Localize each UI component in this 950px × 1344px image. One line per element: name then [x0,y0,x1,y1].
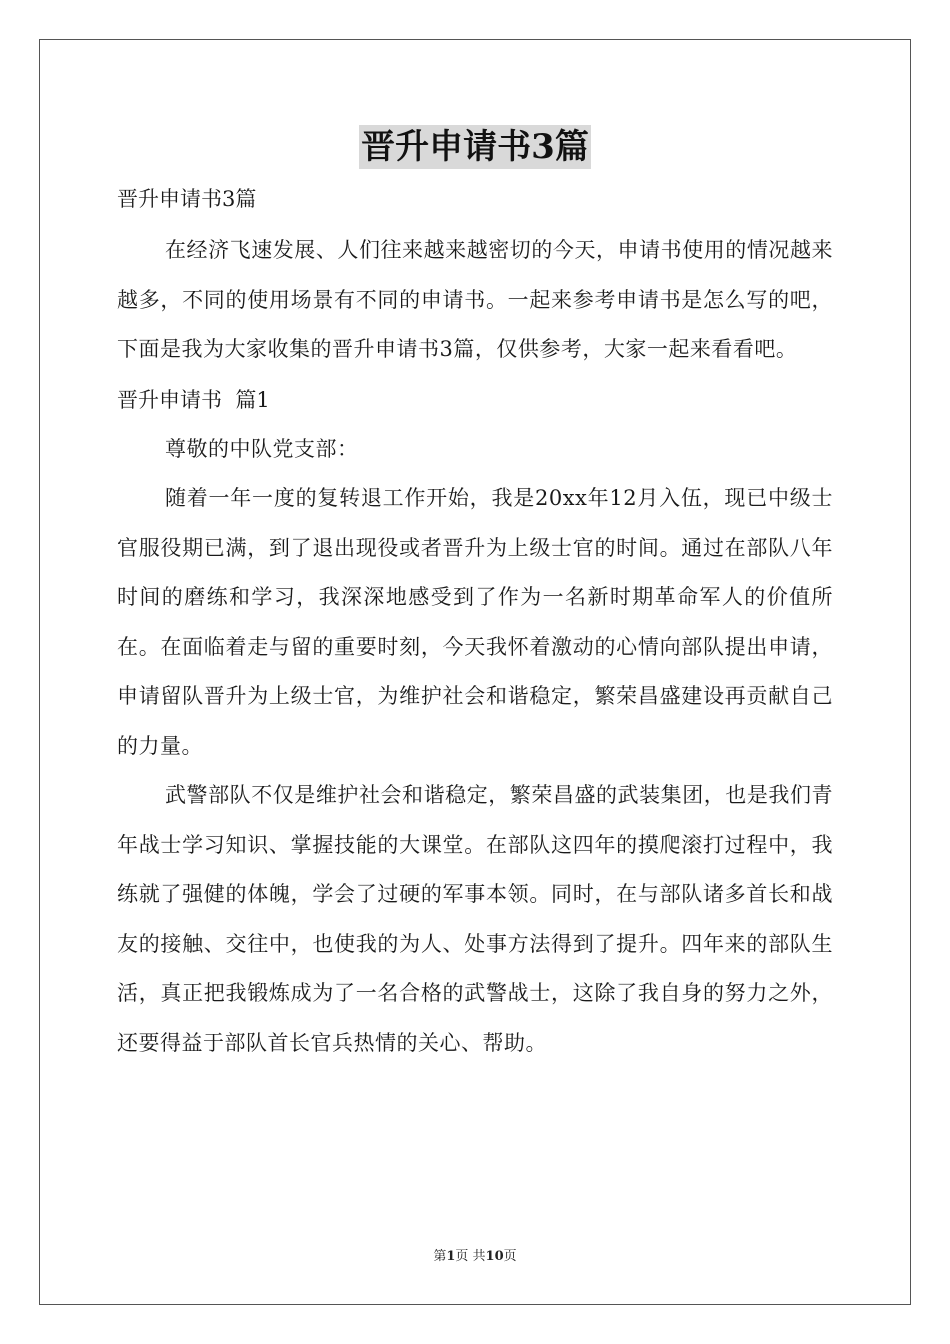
footer-page-prefix: 第 [433,1249,447,1264]
footer-page-suffix: 页 [503,1249,517,1264]
body-paragraph-2: 武警部队不仅是维护社会和谐稳定，繁荣昌盛的武装集团，也是我们青年战士学习知识、掌握技能的大课堂。在部队这四年的摸爬滚打过程中，我练就了强健的体魄，学会了过硬的军事本领。同时，在与部队诸多首长和战友的接触、交往中，也使我的为人、处事方法得到了提升。四年来的部队生活，真正把我锻炼成为了一名合格的武警战士，这除了我自身的努力之外，还要得益于部队首长官兵热情的关心、帮助。 [117,783,833,1055]
title-container [0,125,950,169]
intro-paragraph: 在经济飞速发展、人们往来越来越密切的今天，申请书使用的情况越来越多，不同的使用场景有不同的申请书。一起来参考申请书是怎么写的吧，下面是我为大家收集的晋升申请书3篇，仅供参考，大家一起来看看吧。 [117,238,833,361]
document-body [117,178,833,1068]
footer-page-total: 10 [485,1249,504,1264]
section-heading: 晋升申请书 篇1 [117,387,270,412]
footer-page-current: 1 [446,1249,456,1264]
document-subtitle: 晋升申请书3篇 [117,187,257,211]
page-footer [0,1245,950,1264]
footer-page-mid: 页 共 [455,1249,486,1264]
body-paragraph-1: 随着一年一度的复转退工作开始，我是20xx年12月入伍，现已中级士官服役期已满，到了退出现役或者晋升为上级士官的时间。通过在部队八年时间的磨练和学习，我深深地感受到了作为一名新时期革命军人的价值所在。在面临着走与留的重要时刻，今天我怀着激动的心情向部队提出申请，申请留队晋升为上级士官，为维护社会和谐稳定，繁荣昌盛建设再贡献自己的力量。 [117,486,833,758]
document-title: 晋升申请书3篇 [361,127,589,167]
salutation: 尊敬的中队党支部： [165,436,359,461]
